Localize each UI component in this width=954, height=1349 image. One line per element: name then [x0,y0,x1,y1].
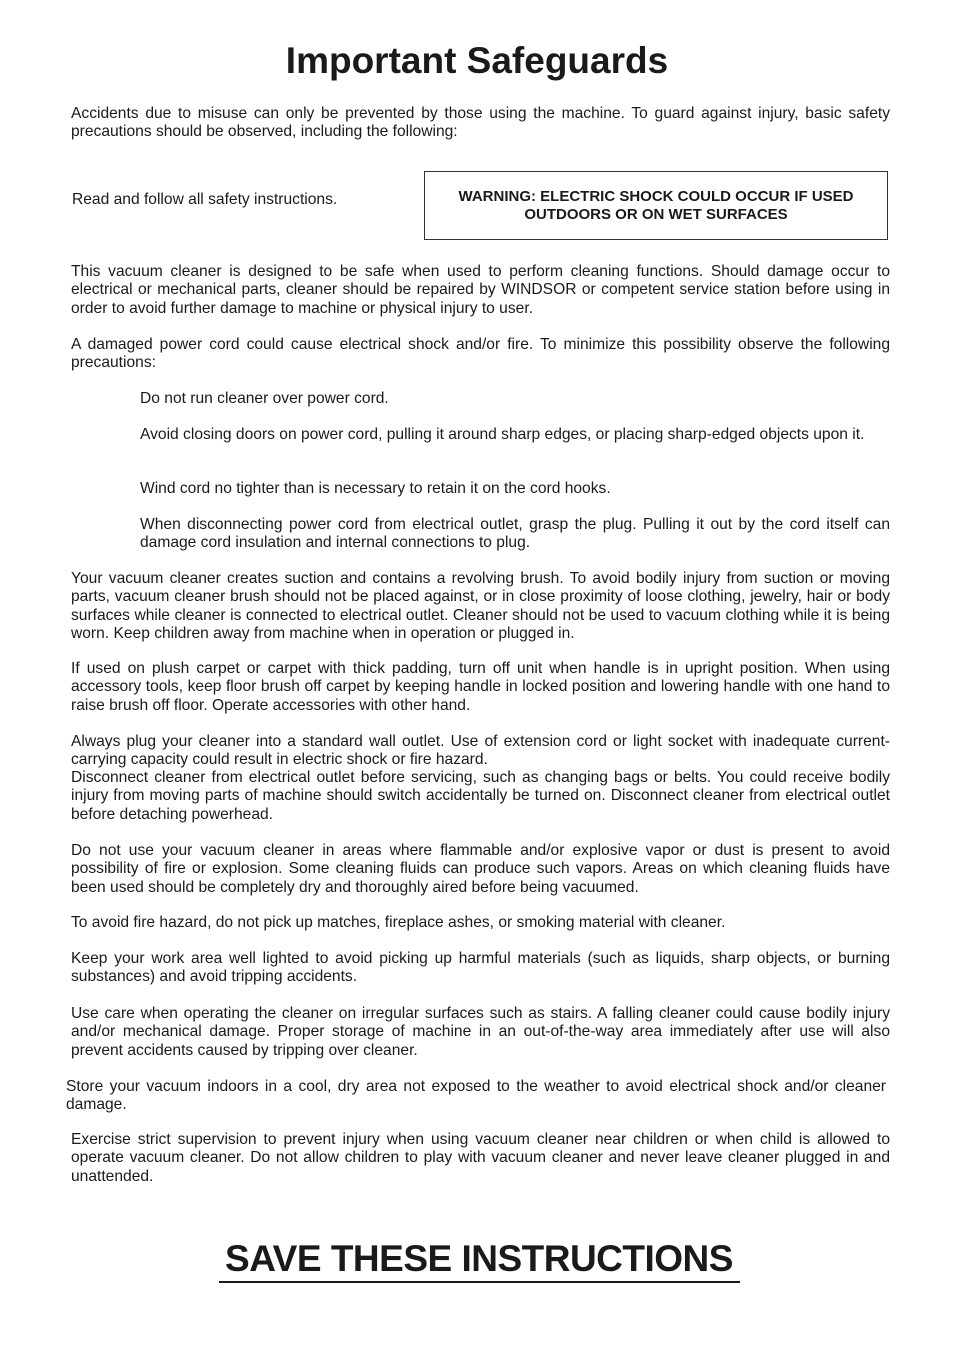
cord-precaution-1: Do not run cleaner over power cord. [140,390,389,407]
save-instructions-underline [219,1281,740,1283]
storage-paragraph: Store your vacuum indoors in a cool, dry area not exposed to the weather to avoid electrical shock and/or cleaner damage. [66,1078,886,1114]
read-follow-note: Read and follow all safety instructions. [72,191,338,208]
flammable-paragraph: Do not use your vacuum cleaner in areas where flammable and/or explosive vapor or dust is present to avoid possibility of fire or explosion. Some cleaning fluids can produce such vapors. Areas on which cleaning fluids have been used should be completely dry and thoroughly aired before being vacuumed. [71,842,890,896]
lighted-area-paragraph: Keep your work area well lighted to avoid picking up harmful materials (such as liquids, sharp objects, or burning substances) and avoid tripping accidents. [71,950,890,986]
warning-line-1: WARNING: ELECTRIC SHOCK COULD OCCUR IF USED [458,187,854,205]
fire-hazard-paragraph: To avoid fire hazard, do not pick up matches, fireplace ashes, or smoking material with cleaner. [71,914,726,931]
outlet-paragraph: Always plug your cleaner into a standard wall outlet. Use of extension cord or light socket with inadequate current-carrying capacity could result in electric shock or fire hazard. [71,733,890,769]
warning-box [424,171,888,240]
save-instructions-heading: SAVE THESE INSTRUCTIONS [225,1238,733,1279]
stairs-paragraph: Use care when operating the cleaner on irregular surfaces such as stairs. A falling cleaner could cause bodily injury and/or mechanical damage. Proper storage of machine in an out-of-the-way area immediately after use will also prevent accidents caused by tripping over cleaner. [71,1005,890,1059]
cord-precaution-2: Avoid closing doors on power cord, pulling it around sharp edges, or placing sharp-edged objects upon it. [140,426,865,443]
cord-paragraph: A damaged power cord could cause electrical shock and/or fire. To minimize this possibility observe the following precautions: [71,336,890,372]
design-paragraph: This vacuum cleaner is designed to be safe when used to perform cleaning functions. Should damage occur to electrical or mechanical parts, cleaner should be repaired by WINDSOR or competent service station before using in order to avoid further damage to machine or physical injury to user. [71,263,890,317]
intro-paragraph: Accidents due to misuse can only be prevented by those using the machine. To guard against injury, basic safety precautions should be observed, including the following: [71,105,890,141]
plush-carpet-paragraph: If used on plush carpet or carpet with thick padding, turn off unit when handle is in upright position. When using accessory tools, keep floor brush off carpet by keeping handle in locked position and lowering handle with one hand to raise brush off floor. Operate accessories with other hand. [71,660,890,714]
suction-paragraph: Your vacuum cleaner creates suction and contains a revolving brush. To avoid bodily injury from suction or moving parts, vacuum cleaner brush should not be placed against, or in close proximity of loose clothing, jewelry, hair or body surfaces while cleaner is connected to electrical outlet. Cleaner should not be used to vacuum clothing while it is being worn. Keep children away from machine when in operation or plugged in. [71,570,890,642]
page-title: Important Safeguards [285,40,669,81]
cord-precaution-3: Wind cord no tighter than is necessary to retain it on the cord hooks. [140,480,611,497]
disconnect-paragraph: Disconnect cleaner from electrical outlet before servicing, such as changing bags or belts. You could receive bodily injury from moving parts of machine should switch accidentally be turned on. Disconnect cleaner from electrical outlet before detaching powerhead. [71,769,890,823]
children-paragraph: Exercise strict supervision to prevent injury when using vacuum cleaner near children or when child is allowed to operate vacuum cleaner. Do not allow children to play with vacuum cleaner and never leave cleaner plugged in and unattended. [71,1131,890,1185]
cord-precaution-4: When disconnecting power cord from electrical outlet, grasp the plug. Pulling it out by the cord itself can damage cord insulation and internal connections to plug. [140,516,890,552]
warning-line-2: OUTDOORS OR ON WET SURFACES [524,205,788,223]
